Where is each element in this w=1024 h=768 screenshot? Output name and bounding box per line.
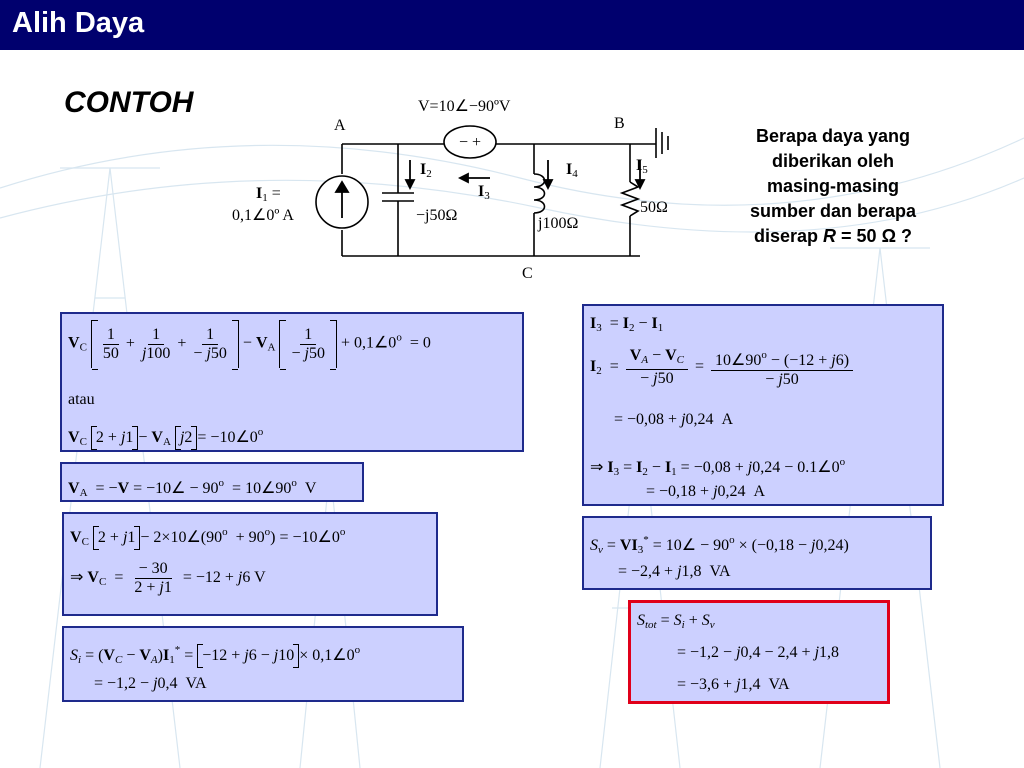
resistor-value: 50Ω xyxy=(640,199,668,216)
question-line: diberikan oleh xyxy=(771,151,895,171)
heading-contoh: CONTOH xyxy=(64,86,194,119)
question-text xyxy=(722,124,944,249)
i3-label: I3 xyxy=(478,183,490,202)
slide-title: Alih Daya xyxy=(12,7,145,39)
equation-va: $V_A = -V$ = −10∠ − $90^o$ = $10\angle 90^o$ V xyxy=(68,477,317,499)
equation-vc-1: $V_C$ $\frac{1}{50}$ + $\frac{1}{j100}$ + $\frac{1}{- j50}$ − $V_A$ $\frac{1}{- j50}$ + $0,1\angle 0^o = 0$ xyxy=(68,320,431,368)
equation-sv-1: $S_v = VI_3^*$ = 10∠ − $90^o \times (-0,18 - j0,24)$ xyxy=(590,534,849,556)
equation-i2: $I_2$ = $\frac{V_A - V_C}{- j50}$ = $\frac{10\angle 90^o - (-12 + j6)}{- j50}$ xyxy=(590,346,856,389)
capacitor-value: −j50Ω xyxy=(416,207,458,224)
atau-label: atau xyxy=(68,391,95,408)
inductor-value: j100Ω xyxy=(538,215,579,232)
question-line: Berapa daya yang xyxy=(755,126,911,146)
equation-sv-2: = −2,4 + j1,8 VA xyxy=(618,563,731,580)
equation-i3-2: ⇒ $I_3 = I_2 - I_1 = -0,08 + j0,24$ − $0.1\angle 0^o$ xyxy=(590,456,846,478)
i2-label: I2 xyxy=(420,161,432,180)
equation-i3-result: = −0,18 + j0,24 A xyxy=(646,483,766,500)
voltage-label: V=10∠−90ºV xyxy=(418,98,511,115)
equation-vc-4: ⇒ $V_C$ = $\frac{- 30}{2 + j1}$ = −12 + j6 V xyxy=(70,560,266,596)
equation-box-stot xyxy=(628,600,890,704)
equation-box-currents xyxy=(582,304,944,506)
node-c-label: C xyxy=(522,265,533,282)
equation-box-sv xyxy=(582,516,932,590)
equation-box-vc xyxy=(60,312,524,452)
i1-label: I1 = xyxy=(256,185,281,204)
equation-i2-result: = −0,08 + j0,24 A xyxy=(614,411,734,428)
node-a-label: A xyxy=(334,117,346,134)
node-b-label: B xyxy=(614,115,625,132)
equation-si-2: = −1,2 − j0,4 VA xyxy=(94,675,207,692)
equation-stot-2: = −1,2 − j0,4 − 2,4 + j1,8 xyxy=(677,644,840,661)
question-line: masing-masing xyxy=(766,176,900,196)
question-line: sumber dan berapa xyxy=(749,201,917,221)
circuit-diagram xyxy=(226,92,696,292)
i4-label: I4 xyxy=(566,161,578,180)
i1-value: 0,1∠0º A xyxy=(232,207,294,224)
voltage-source-signs: − + xyxy=(458,134,482,151)
equation-box-va xyxy=(60,462,364,502)
title-bar xyxy=(0,0,1024,50)
equation-i3-1: $I_3 = I_2 - I_1$ xyxy=(590,315,664,334)
equation-stot-1: $S_{tot} = S_i + S_v$ xyxy=(637,612,715,631)
equation-vc-2: $V_C$ $2 + j1 - V_A$ $j2 = -10\angle 0^o$ xyxy=(68,426,264,448)
i5-label: I5 xyxy=(636,157,648,176)
question-line: diserap R = 50 Ω ? xyxy=(754,226,912,246)
equation-stot-3: = −3,6 + j1,4 VA xyxy=(677,676,790,693)
equation-box-vc-solution xyxy=(62,512,438,616)
equation-vc-3: $V_C$ $2 + j1 - 2\times 10\angle(90^o + 90^o)$ = $-10\angle 0^o$ xyxy=(70,526,346,548)
equation-si-1: $S_i = (V_C - V_A)I_1^* = -12 + j6 - j10$ × $0,1\angle 0^o$ xyxy=(70,644,361,666)
equation-box-si xyxy=(62,626,464,702)
